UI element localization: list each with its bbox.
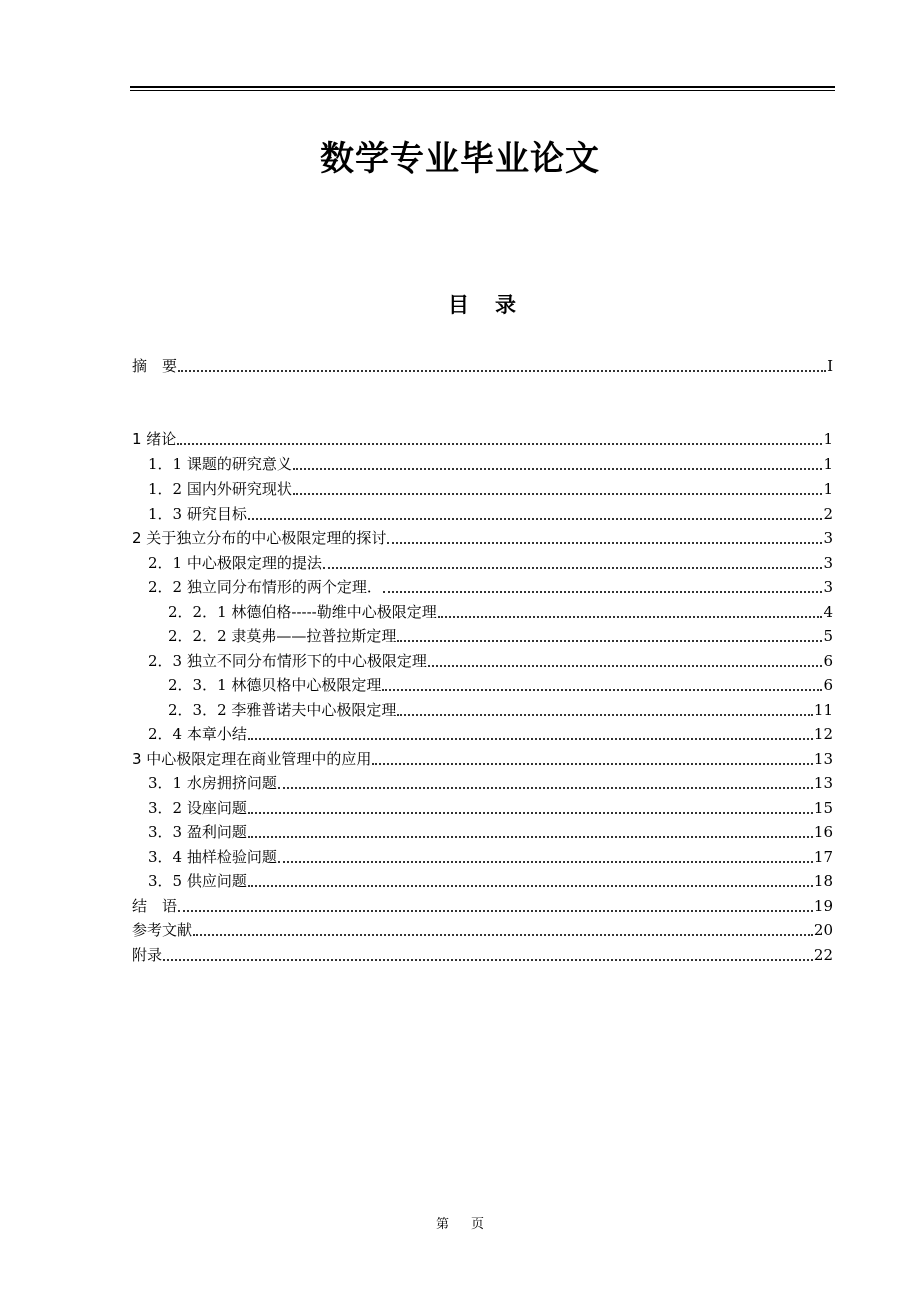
toc-entry-label: 3 中心极限定理在商业管理中的应用 [132,750,372,768]
toc-entry[interactable] [148,450,833,474]
toc-entry[interactable] [132,916,833,940]
toc-leader-dots [248,884,813,887]
toc-leader-dots [438,615,823,618]
toc-entry-page: 3 [823,529,833,547]
toc-entry-label: 2．2．1 林德伯格-----勒维中心极限定理 [168,603,437,621]
toc-entry[interactable] [168,671,833,695]
toc-leader-dots [248,811,813,814]
toc-leader-dots [428,664,823,667]
toc-entry-label: 1．2 国内外研究现状 [148,480,292,498]
toc-entry-label: 2．2 独立同分布情形的两个定理． [148,578,382,596]
toc-leader-dots [323,566,823,569]
toc-entry-page: 18 [813,872,833,890]
toc-entry[interactable] [148,500,833,524]
toc-entry[interactable] [148,720,833,744]
toc-entry-page: 13 [813,774,833,792]
toc-entry[interactable] [148,843,833,867]
toc-entry-label: 3．3 盈利问题 [148,823,247,841]
toc-entry[interactable] [148,549,833,573]
toc-leader-dots [193,933,813,936]
toc-entry-label: 2．2．2 隶莫弗——拉普拉斯定理 [168,627,397,645]
toc-entry[interactable] [132,425,833,449]
toc-entry-page: 6 [823,676,833,694]
toc-entry-label: 3．4 抽样检验问题 [148,848,277,866]
toc-entry-label: 2．4 本章小结 [148,725,247,743]
toc-entry-page: 1 [823,430,833,448]
toc-entry[interactable] [132,352,833,376]
toc-entry-label: 3．2 设座问题 [148,799,247,817]
toc-leader-dots [397,639,822,642]
toc-entry-label: 3．1 水房拥挤问题 [148,774,277,792]
toc-entry-label: 1．3 研究目标 [148,505,247,523]
toc-leader-dots [248,517,823,520]
toc-entry-label: 1 绪论 [132,430,177,448]
toc-entry-label: 2．3．1 林德贝格中心极限定理 [168,676,382,694]
toc-entry[interactable] [148,867,833,891]
toc-entry-label: 结 语 [132,897,178,915]
toc-leader-dots [293,492,823,495]
toc-entry-page: 15 [813,799,833,817]
toc-leader-dots [278,860,813,863]
toc-leader-dots [372,762,813,765]
toc-entry-label: 参考文献 [132,921,193,939]
toc-entry[interactable] [168,598,833,622]
toc-entry-page: 17 [813,848,833,866]
toc-entry-page: 1 [823,455,833,473]
toc-entry-label: 2．1 中心极限定理的提法 [148,554,322,572]
footer-part1: 第 [435,1217,449,1232]
document-title: 数学专业毕业论文 [320,139,600,179]
toc-leader-dots [387,541,822,544]
toc-entry-label: 附录 [132,946,163,964]
toc-leader-dots [383,590,823,593]
toc-entry-page: 12 [813,725,833,743]
toc-entry-page: 22 [813,946,833,964]
toc-entry-label: 2．3 独立不同分布情形下的中心极限定理 [148,652,427,670]
toc-entry[interactable] [132,745,833,769]
toc-entry-page: 3 [823,554,833,572]
toc-entry[interactable] [168,622,833,646]
toc-leader-dots [178,909,813,912]
toc-leader-dots [163,958,813,961]
toc-leader-dots [248,835,813,838]
toc-entry[interactable] [168,696,833,720]
page-footer [0,1216,920,1234]
toc-entry[interactable] [148,475,833,499]
toc-entry[interactable] [132,524,833,548]
toc-entry-page: 13 [813,750,833,768]
toc-leader-dots [397,713,813,716]
toc-entry[interactable] [148,573,833,597]
toc-entry-label: 3．5 供应问题 [148,872,247,890]
toc-entry-page: 6 [823,652,833,670]
toc-entry[interactable] [148,647,833,671]
footer-part2: 页 [471,1217,485,1232]
toc-entry[interactable] [148,818,833,842]
toc-entry[interactable] [148,769,833,793]
toc-entry-page: 2 [823,505,833,523]
toc-entry-page: 16 [813,823,833,841]
toc-entry-page: 4 [823,603,833,621]
toc-entry-label: 2．3．2 李雅普诺夫中心极限定理 [168,701,397,719]
toc-entry-page: 5 [823,627,833,645]
toc-leader-dots [248,737,813,740]
toc-entry-label: 1．1 课题的研究意义 [148,455,292,473]
toc-leader-dots [293,467,823,470]
toc-entry-page: 11 [813,701,833,719]
toc-entry[interactable] [132,892,833,916]
toc-leader-dots [177,442,822,445]
toc-entry-page: 3 [823,578,833,596]
toc-heading-part1: 目 [448,293,469,317]
toc-entry[interactable] [132,941,833,965]
toc-entry-label: 摘 要 [132,357,178,375]
toc-entry-page: 20 [813,921,833,939]
toc-entry-page: I [827,357,833,375]
toc-leader-dots [382,688,822,691]
toc-entry-label: 2 关于独立分布的中心极限定理的探讨 [132,529,387,547]
toc-heading-part2: 录 [495,293,516,317]
toc-entry[interactable] [148,794,833,818]
toc-entry-page: 19 [813,897,833,915]
toc-leader-dots [178,369,826,372]
toc-entry-page: 1 [823,480,833,498]
toc-leader-dots [278,786,813,789]
